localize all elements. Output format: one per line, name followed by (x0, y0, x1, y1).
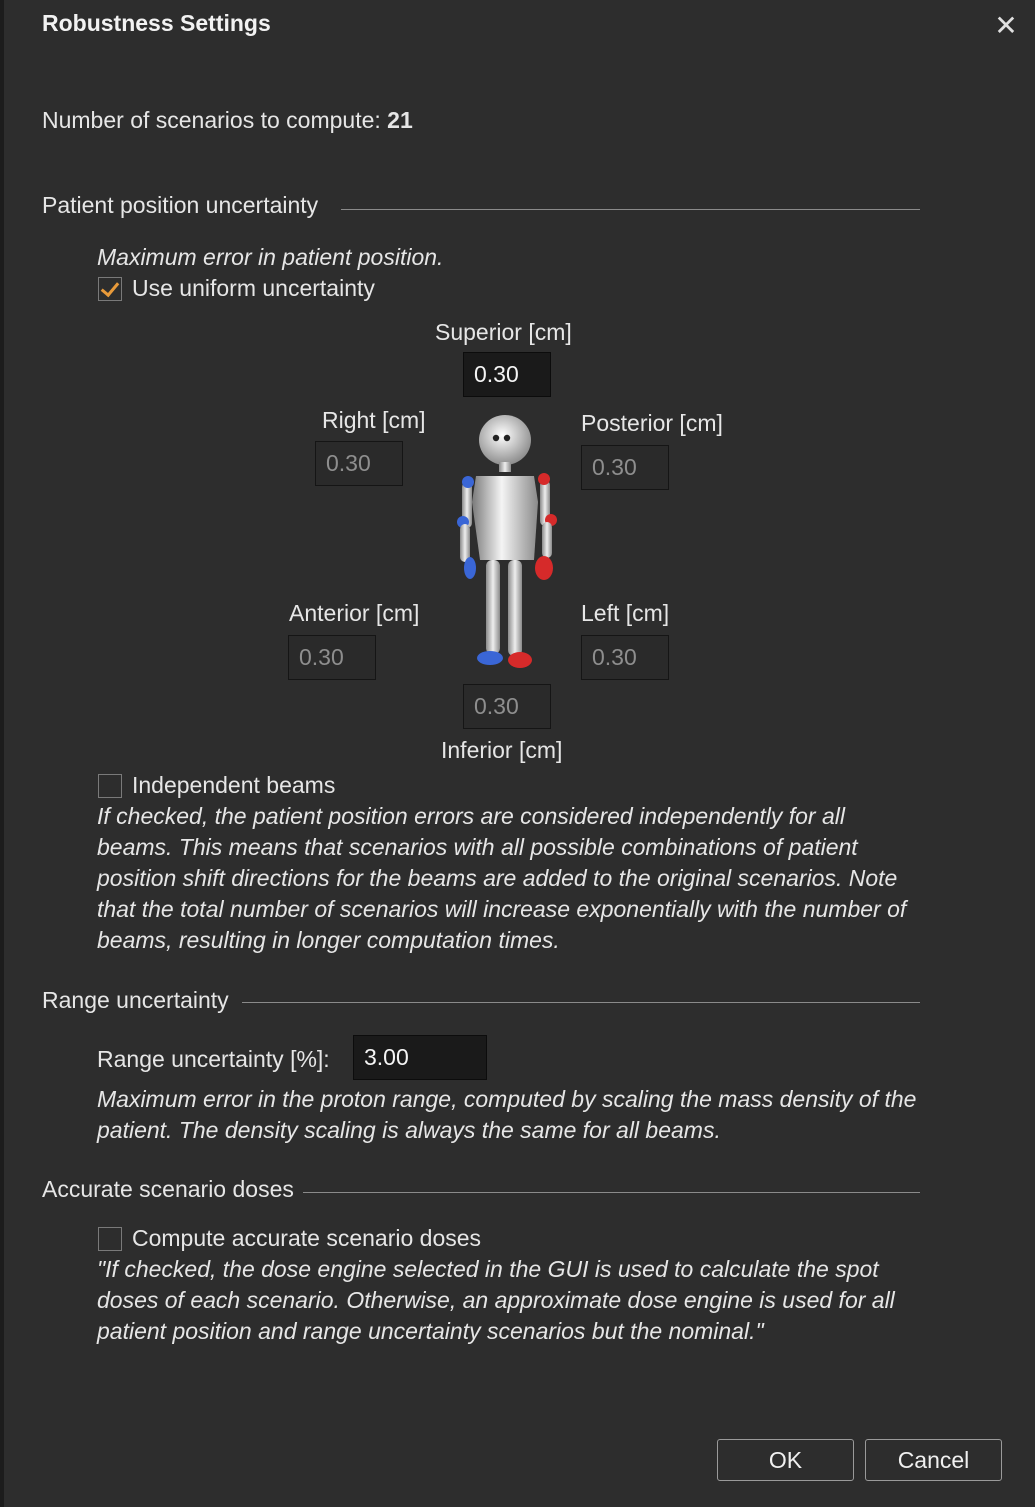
ok-button[interactable]: OK (717, 1439, 854, 1481)
posterior-label: Posterior [cm] (581, 410, 723, 436)
scenario-count-label: Number of scenarios to compute: (42, 107, 381, 133)
right-input[interactable]: 0.30 (315, 441, 403, 486)
patient-position-description: Maximum error in patient position. (97, 244, 444, 270)
accurate-doses-label: Compute accurate scenario doses (132, 1225, 482, 1251)
figure-shoulder-right (538, 473, 550, 485)
independent-beams-checkbox[interactable] (98, 774, 122, 798)
range-uncertainty-input[interactable]: 3.00 (353, 1035, 487, 1080)
uniform-uncertainty-label: Use uniform uncertainty (132, 275, 375, 301)
dialog-title: Robustness Settings (42, 10, 271, 36)
accurate-doses-checkbox[interactable] (98, 1227, 122, 1251)
patient-figure-icon (450, 410, 566, 676)
figure-arm-right-lower (542, 522, 552, 558)
close-icon[interactable]: ✕ (994, 10, 1018, 41)
figure-leg-right (508, 560, 522, 656)
cancel-button[interactable]: Cancel (865, 1439, 1002, 1481)
inferior-label: Inferior [cm] (441, 737, 563, 763)
inferior-input[interactable]: 0.30 (463, 684, 551, 729)
range-uncertainty-label: Range uncertainty [%]: (97, 1046, 330, 1072)
patient-position-section-title: Patient position uncertainty (42, 192, 319, 218)
left-label: Left [cm] (581, 600, 670, 626)
section-divider (242, 1002, 920, 1003)
figure-foot-right (508, 652, 532, 668)
scenario-count-row (42, 107, 413, 134)
accurate-section-title: Accurate scenario doses (42, 1176, 294, 1202)
independent-beams-description: If checked, the patient position errors are considered independently for all beams. This means that scenarios with all possible combinations of patient position shift directions for the beams are added to the original scenarios. Note that the total number of scenarios will increase exponentially with the number of beams, resulting in longer computation times. (97, 803, 907, 953)
figure-arm-left-lower (460, 524, 470, 562)
anterior-input[interactable]: 0.30 (288, 635, 376, 680)
range-section-title: Range uncertainty (42, 987, 229, 1013)
independent-beams-label: Independent beams (132, 772, 336, 798)
right-label: Right [cm] (322, 407, 426, 433)
figure-eye-right (504, 435, 510, 441)
figure-neck (499, 462, 511, 472)
superior-input[interactable]: 0.30 (463, 352, 551, 397)
anterior-label: Anterior [cm] (289, 600, 420, 626)
figure-shoulder-left (462, 476, 474, 488)
posterior-input[interactable]: 0.30 (581, 445, 669, 490)
section-divider (341, 209, 920, 210)
superior-label: Superior [cm] (435, 319, 572, 345)
scenario-count-value: 21 (387, 107, 413, 133)
figure-foot-left (477, 651, 503, 665)
figure-leg-left (486, 560, 500, 654)
figure-eye-left (493, 435, 499, 441)
accurate-doses-description: "If checked, the dose engine selected in the GUI is used to calculate the spot doses of each scenario. Otherwise, an approximate dose engine is used for all patient position and range uncertainty scenarios but the nominal." (97, 1256, 895, 1344)
figure-torso (472, 476, 538, 560)
left-input[interactable]: 0.30 (581, 635, 669, 680)
figure-hand-left (464, 557, 476, 579)
range-uncertainty-description: Maximum error in the proton range, computed by scaling the mass density of the patient. The density scaling is always the same for all beams. (97, 1086, 917, 1143)
figure-hand-right (535, 556, 553, 580)
uniform-uncertainty-checkbox[interactable] (98, 277, 122, 301)
section-divider (303, 1192, 920, 1193)
